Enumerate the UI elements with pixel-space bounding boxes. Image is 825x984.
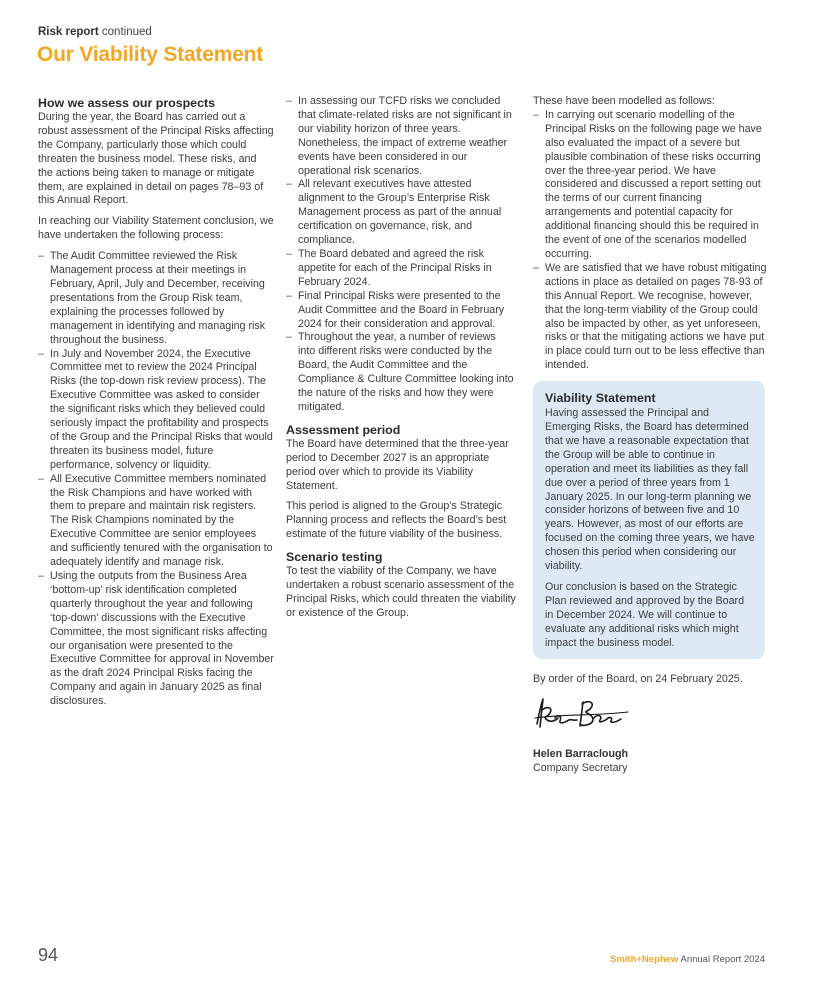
column-2 <box>286 95 516 628</box>
assessment-period-heading: Assessment period <box>286 422 401 437</box>
column-1 <box>38 95 274 716</box>
list-item: – In carrying out scenario modelling of the Principal Risks on the following page we have also evaluated the impact of a severe but plausible combination of these risks occurring over the three-year period. We have considered and discussed a report setting out the terms of our current financing arrangements and potential capacity for additional financing should this be required in the event of one of the scenarios modelled occurring. <box>533 109 769 262</box>
signer-name: Helen Barraclough <box>533 748 629 761</box>
list-item: – In assessing our TCFD risks we concluded that climate-related risks are not significant in our viability horizon of three years. Nonetheless, the impact of extreme weather events have been considered in our operational risk scenarios. <box>286 95 516 178</box>
process-list <box>38 250 274 709</box>
viability-statement-heading: Viability Statement <box>545 391 656 406</box>
list-item: – In July and November 2024, the Executive Committee met to review the 2024 Principal Risks (the top-down risk review process). The Executive Committee was asked to consider the significant risks which they believed could seriously impact the profitability and prospects of the Group and the Principal Risks that would threaten its business model, future performance, solvency or liquidity. <box>38 348 274 473</box>
viability-statement-paragraph-2: Our conclusion is based on the Strategic Plan reviewed and approved by the Board in December 2024. We will continue to evaluate any additional risks which might impact the business model. <box>545 581 745 649</box>
list-item: – Final Principal Risks were presented to the Audit Committee and the Board in February 2024 for their consideration and approval. <box>286 290 516 332</box>
page-title: Our Viability Statement <box>37 43 264 66</box>
assessment-paragraph-2: This period is aligned to the Group’s Strategic Planning process and reflects the Board’s best estimate of the future viability of the business. <box>286 500 507 541</box>
page-number: 94 <box>38 945 59 965</box>
list-item: – We are satisfied that we have robust mitigating actions in place as detailed on pages 78-93 of this Annual Report. We recognise, however, that the long-term viability of the Group could also be impacted by other, as yet unforeseen, risks or that the mitigating actions we have put in place could turn out to be less effective than intended. <box>533 262 769 373</box>
modelling-list <box>533 109 769 373</box>
scenario-testing-heading: Scenario testing <box>286 550 383 565</box>
viability-statement-paragraph-1: Having assessed the Principal and Emerging Risks, the Board has determined that we have a reasonable expectation that the Group will be able to continue in operation and meet its liabilities as they fall due over a period of three years from 1 January 2025. In our long-term planning we consider horizons of between five and 10 years. However, as most of our efforts are focused on the coming three years, we have chosen this period when considering our viability. <box>545 407 755 573</box>
list-item: – Throughout the year, a number of reviews into different risks were conducted by the Board, the Audit Committee and the Compliance & Culture Committee looking into the nature of the risks and how they were mitigated. <box>286 331 516 414</box>
modelled-intro: These have been modelled as follows: <box>533 95 715 107</box>
footer-credit <box>610 954 765 965</box>
list-item: – The Audit Committee reviewed the Risk Management process at their meetings in February, April, July and December, receiving presentations from the Group Risk team, explaining the processes followed by management in identifying and managing risk throughout the business. <box>38 250 274 347</box>
column-3 <box>533 95 769 776</box>
signer-title: Company Secretary <box>533 762 628 775</box>
section-label <box>38 26 152 38</box>
list-item: – The Board debated and agreed the risk appetite for each of the Principal Risks in February 2024. <box>286 248 516 290</box>
assessment-paragraph-1: The Board have determined that the three-year period to December 2027 is an appropriate period over which to provide its Viability Statement. <box>286 437 509 492</box>
prospects-heading: How we assess our prospects <box>38 96 215 110</box>
signature-icon <box>533 694 633 736</box>
order-of-board-line: By order of the Board, on 24 February 2025. <box>533 672 743 685</box>
signature-image <box>533 694 769 736</box>
list-item: – All Executive Committee members nominated the Risk Champions and have worked with them to prepare and maintain risk registers. The Risk Champions nominated by the Executive Committee are senior employees and sufficiently tenured with the organisation to adequately identify and manage risk. <box>38 473 274 570</box>
scenario-paragraph: To test the viability of the Company, we have undertaken a robust scenario assessment of the Principal Risks, which could threaten the viability or existence of the Group. <box>286 565 516 619</box>
report-name: Annual Report 2024 <box>678 954 765 965</box>
section-label-rest: continued <box>98 26 152 38</box>
brand-name: Smith+Nephew <box>610 954 679 965</box>
prospects-paragraph-1: During the year, the Board has carried out a robust assessment of the Principal Risks affecting the Company, particularly those which could threaten the business model. These risks, and the actions being taken to manage or mitigate them, are explained in detail on pages 78–93 of this Annual Report. <box>38 111 274 207</box>
process-list-continued <box>286 95 516 415</box>
list-item: – All relevant executives have attested alignment to the Group’s Enterprise Risk Management process as part of the annual certification on governance, risk, and compliance. <box>286 178 516 248</box>
viability-statement-box <box>533 381 765 658</box>
list-item: – Using the outputs from the Business Area ‘bottom-up’ risk identification completed quarterly throughout the year and following ‘top-down’ discussions with the Executive Committee, the most significant risks affecting our organisation were presented to the Executive Committee for approval in November as the draft 2024 Principal Risks facing the Company and again in January 2025 as final disclosures. <box>38 570 274 709</box>
prospects-paragraph-2: In reaching our Viability Statement conclusion, we have undertaken the following process: <box>38 215 274 242</box>
section-label-bold: Risk report <box>38 26 99 38</box>
